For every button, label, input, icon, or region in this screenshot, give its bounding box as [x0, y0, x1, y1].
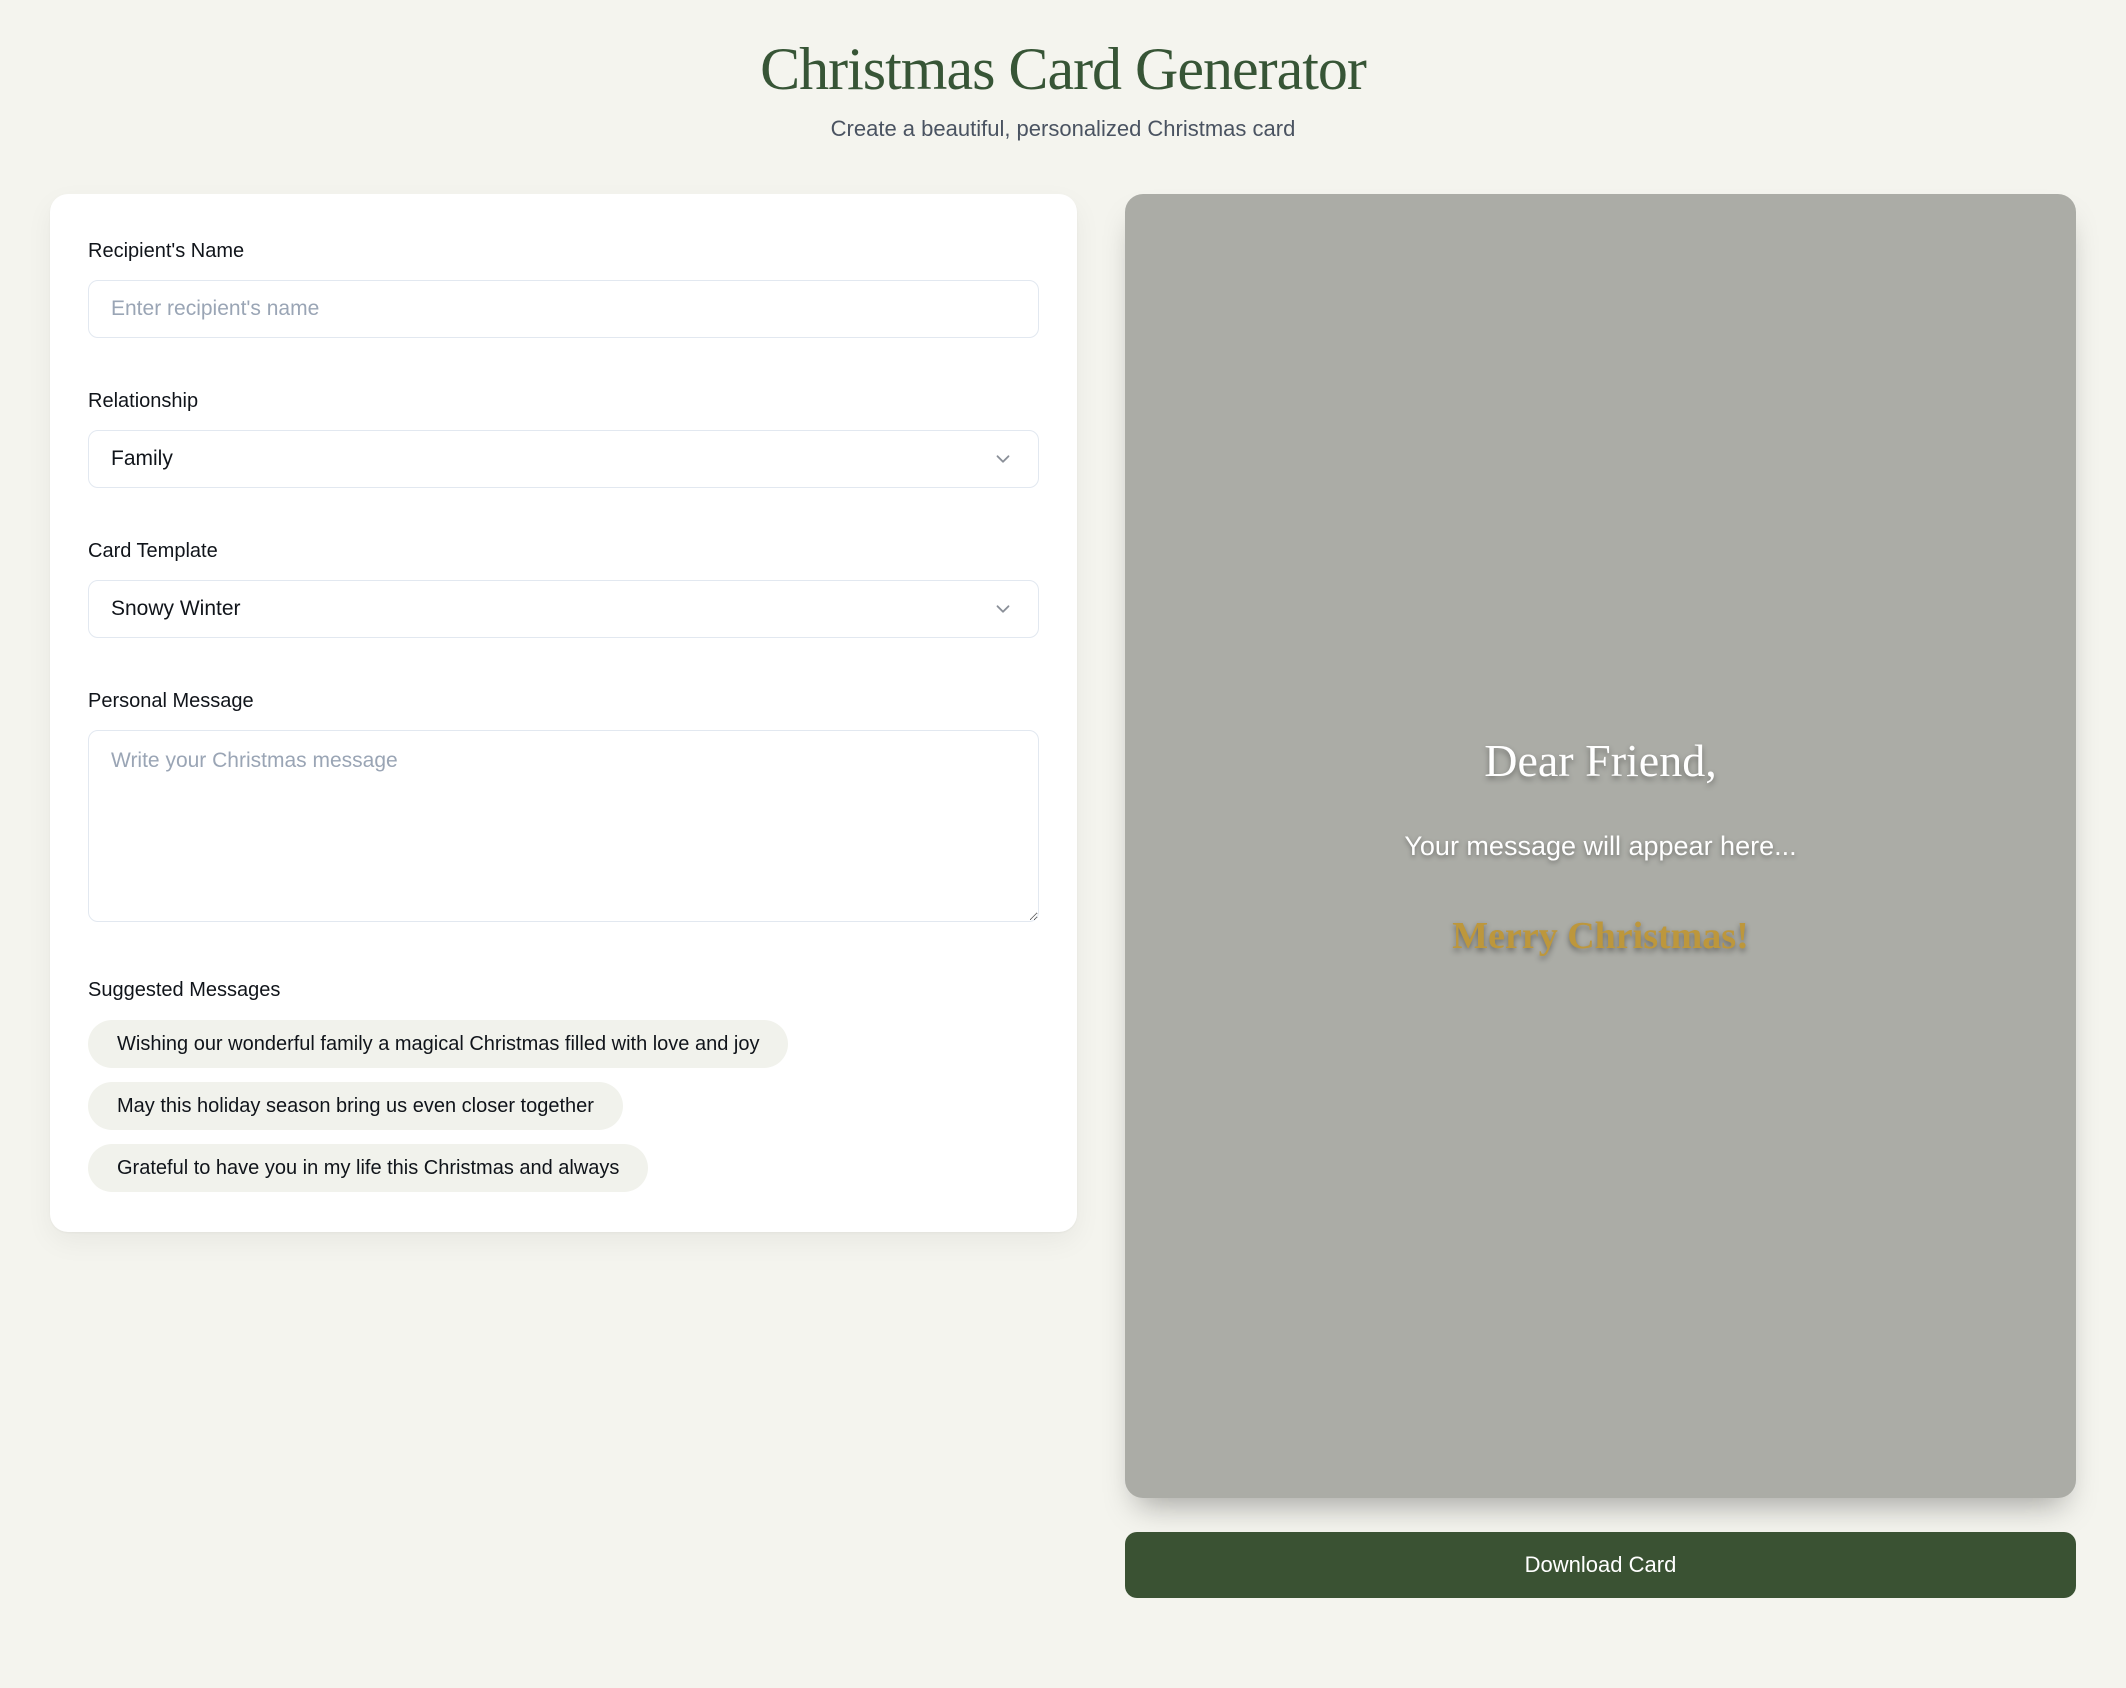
relationship-select[interactable] — [88, 430, 1039, 488]
card-message-placeholder-text: Your message will appear here... — [1404, 831, 1797, 861]
suggested-message-pill-3[interactable]: Grateful to have you in my life this Christmas and always — [88, 1144, 648, 1192]
relationship-selected-value: Family — [111, 447, 173, 470]
recipient-name-group — [88, 238, 1039, 338]
suggested-message-pill-1[interactable]: Wishing our wonderful family a magical Christmas filled with love and joy — [88, 1020, 788, 1068]
card-preview — [1125, 194, 2076, 1498]
download-card-button[interactable]: Download Card — [1125, 1532, 2076, 1598]
page-header — [0, 0, 2126, 144]
card-greeting-text: Dear Friend, — [1484, 735, 1717, 786]
suggested-message-pill-2[interactable]: May this holiday season bring us even closer together — [88, 1082, 623, 1130]
relationship-group — [88, 388, 1039, 488]
personal-message-textarea[interactable] — [88, 730, 1039, 922]
card-form-panel — [50, 194, 1077, 1232]
card-template-label: Card Template — [88, 540, 218, 562]
card-template-selected-value: Snowy Winter — [111, 597, 241, 620]
page-subtitle: Create a beautiful, personalized Christmas card — [830, 116, 1296, 141]
recipient-name-input[interactable] — [88, 280, 1039, 338]
card-closing-text: Merry Christmas! — [1452, 915, 1749, 957]
card-template-group — [88, 538, 1039, 638]
page-title: Christmas Card Generator — [760, 36, 1366, 102]
main-content — [0, 194, 2126, 1598]
chevron-down-icon — [992, 598, 1014, 620]
chevron-down-icon — [992, 448, 1014, 470]
recipient-name-label: Recipient's Name — [88, 240, 245, 262]
suggested-messages-label: Suggested Messages — [88, 979, 281, 1001]
personal-message-group — [88, 688, 1039, 927]
relationship-label: Relationship — [88, 390, 199, 412]
card-template-select[interactable] — [88, 580, 1039, 638]
personal-message-label: Personal Message — [88, 690, 254, 712]
preview-column — [1125, 194, 2076, 1598]
suggested-messages-group — [88, 977, 1039, 1192]
